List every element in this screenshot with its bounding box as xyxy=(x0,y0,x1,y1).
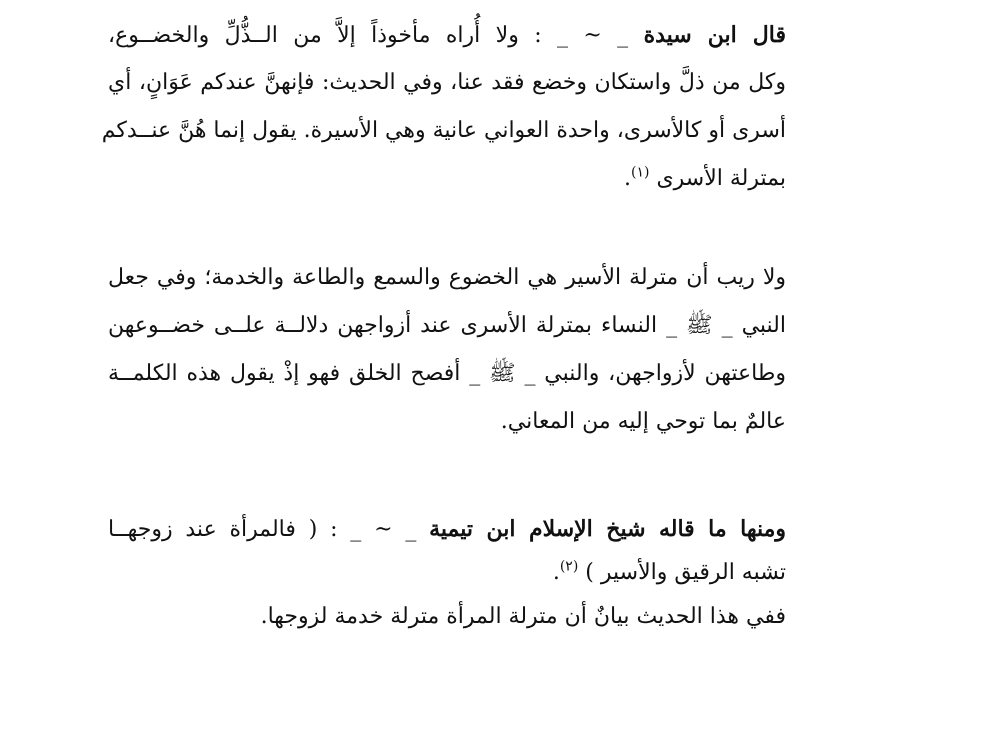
paragraph-line xyxy=(108,505,786,553)
paragraph-line: عالمٌ بما توحي إليه من المعاني. xyxy=(500,409,786,434)
quote-text: _ ~ _ : ( فالمرأة عند زوجهــا xyxy=(108,517,417,542)
footnote-marker: (٢) xyxy=(559,558,579,575)
line-text: تشبه الرقيق والأسير ) xyxy=(585,560,786,585)
paragraph-line: ففي هذا الحديث بيانٌ أن مترلة المرأة مترلة خدمة لزوجها. xyxy=(260,604,786,629)
footnote-marker: (١) xyxy=(630,164,650,181)
paragraph-line: وطاعتهن لأزواجهن، والنبي _ ﷺ _ أفصح الخلق فهو إذْ يقول هذه الكلمــة xyxy=(108,361,786,386)
paragraph-prisoner-status xyxy=(108,254,786,446)
paragraph-line xyxy=(108,553,786,593)
paragraph-line: أسرى أو كالأسرى، واحدة العواني عانية وهي الأسيرة. يقول إنما هُنَّ عنــدكم xyxy=(101,118,786,143)
paragraph-line: وكل من ذلَّ واستكان وخضع فقد عنا، وفي الحديث: فإنهنَّ عندكم عَوَانٍ، أي xyxy=(108,70,786,95)
paragraph-line xyxy=(108,155,786,203)
line-text: بمترلة الأسرى xyxy=(656,166,786,191)
period: . xyxy=(552,560,560,585)
paragraph-line xyxy=(108,11,786,59)
paragraph-line: ولا ريب أن مترلة الأسير هي الخضوع والسمع والطاعة والخدمة؛ وفي جعل xyxy=(108,265,786,290)
quote-text: _ ~ _ : ولا أُراه مأخوذاً إلاَّ من الــذُّلِّ والخضــوع، xyxy=(108,23,629,48)
speaker-name: ومنها ما قاله شيخ الإسلام ابن تيمية xyxy=(429,516,787,542)
paragraph-ibn-sidah xyxy=(101,11,787,203)
speaker-name: قال ابن سيدة xyxy=(643,22,787,48)
paragraph-ibn-taymiyyah xyxy=(108,505,786,641)
paragraph-line: النبي _ ﷺ _ النساء بمترلة الأسرى عند أزواجهن دلالــة علــى خضــوعهن xyxy=(108,313,786,338)
period: . xyxy=(623,166,631,191)
